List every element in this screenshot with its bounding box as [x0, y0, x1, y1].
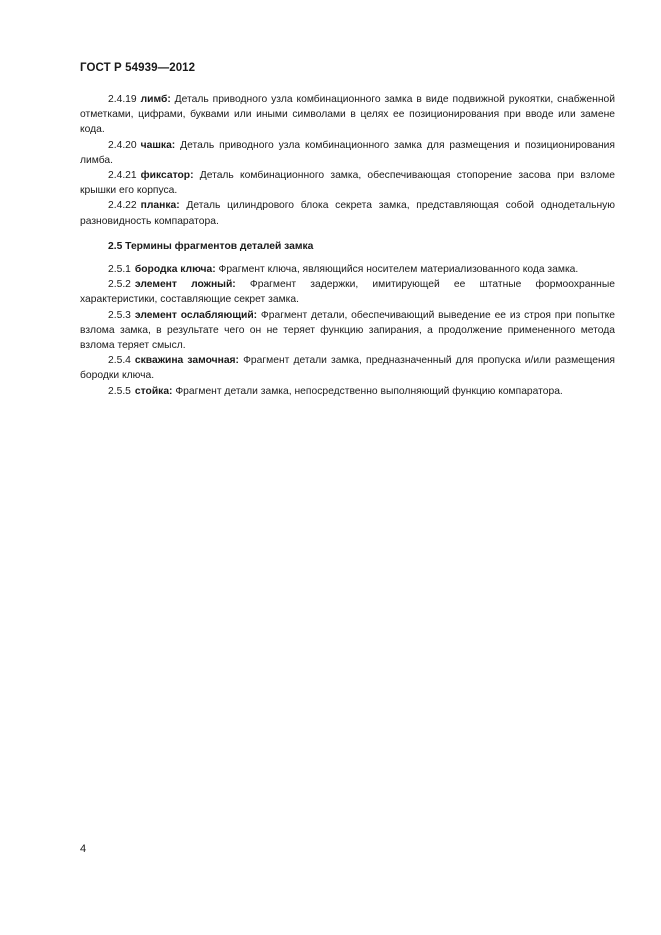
page-number: 4: [80, 843, 87, 855]
defined-term: чашка:: [140, 139, 176, 151]
definition-text: Фрагмент детали замка, предназначенный для пропуска и/или размещения бородки ключа.: [80, 355, 615, 382]
definition-text: Деталь цилиндрового блока секрета замка, представляющая собой однодетальную разновидность компаратора.: [80, 200, 615, 227]
definition-text: Деталь приводного узла комбинационного замка в виде подвижной рукоятки, снабженной отметками, цифрами, буквами или иными символами в целях ее позиционирования при вводе или замене кода.: [80, 94, 615, 136]
section-title: 2.5 Термины фрагментов деталей замка: [108, 240, 314, 252]
clause-number: 2.4.22: [108, 200, 137, 212]
definition-paragraph: [80, 198, 615, 228]
defined-term: стойка:: [134, 385, 173, 397]
clause-number: 2.4.19: [108, 94, 137, 105]
definition-text: Деталь комбинационного замка, обеспечивающая стопорение засова при взломе крышки его корпуса.: [80, 170, 615, 197]
defined-term: элемент ложный:: [134, 279, 236, 291]
definition-paragraph: [80, 277, 615, 307]
definition-text: Деталь приводного узла комбинационного замка для размещения и позиционирования лимба.: [80, 139, 615, 166]
defined-term: бородка ключа:: [134, 264, 216, 276]
clause-number: 2.5.4: [108, 355, 131, 367]
definition-paragraph: [80, 138, 615, 168]
definition-text: Фрагмент детали, обеспечивающий выведение ее из строя при попытке взлома замка, в результате чего он не теряет функцию запирания, а продолжение примененного метода взлома теряет смысл.: [80, 309, 616, 352]
defined-term: планка:: [140, 200, 180, 212]
clause-number: 2.5.2: [108, 279, 131, 291]
defined-term: лимб:: [140, 94, 171, 105]
definition-text: Фрагмент ключа, являющийся носителем материализованного кода замка.: [215, 264, 579, 276]
clause-number: 2.5.1: [108, 264, 131, 276]
definition-paragraph: [80, 262, 615, 277]
clause-number: 2.5.5: [108, 385, 131, 397]
definition-paragraph: [80, 353, 615, 383]
defined-term: фиксатор:: [140, 170, 194, 182]
document-body: [80, 92, 615, 399]
clause-number: 2.4.21: [108, 170, 137, 182]
clause-number: 2.4.20: [108, 139, 137, 151]
definition-text: Фрагмент детали замка, непосредственно выполняющий функцию компаратора.: [172, 385, 563, 397]
definition-paragraph: [80, 92, 615, 138]
defined-term: элемент ослабляющий:: [134, 309, 258, 321]
clause-number: 2.5.3: [108, 309, 131, 321]
definition-paragraph: [80, 168, 615, 198]
document-code-header: ГОСТ Р 54939—2012: [80, 62, 196, 74]
definition-text: Фрагмент задержки, имитирующей ее штатные формоохранные характеристики, составляющие секрет замка.: [80, 279, 615, 306]
defined-term: скважина замочная:: [134, 355, 239, 367]
definition-paragraph: [80, 308, 615, 354]
definition-paragraph: [80, 384, 615, 399]
